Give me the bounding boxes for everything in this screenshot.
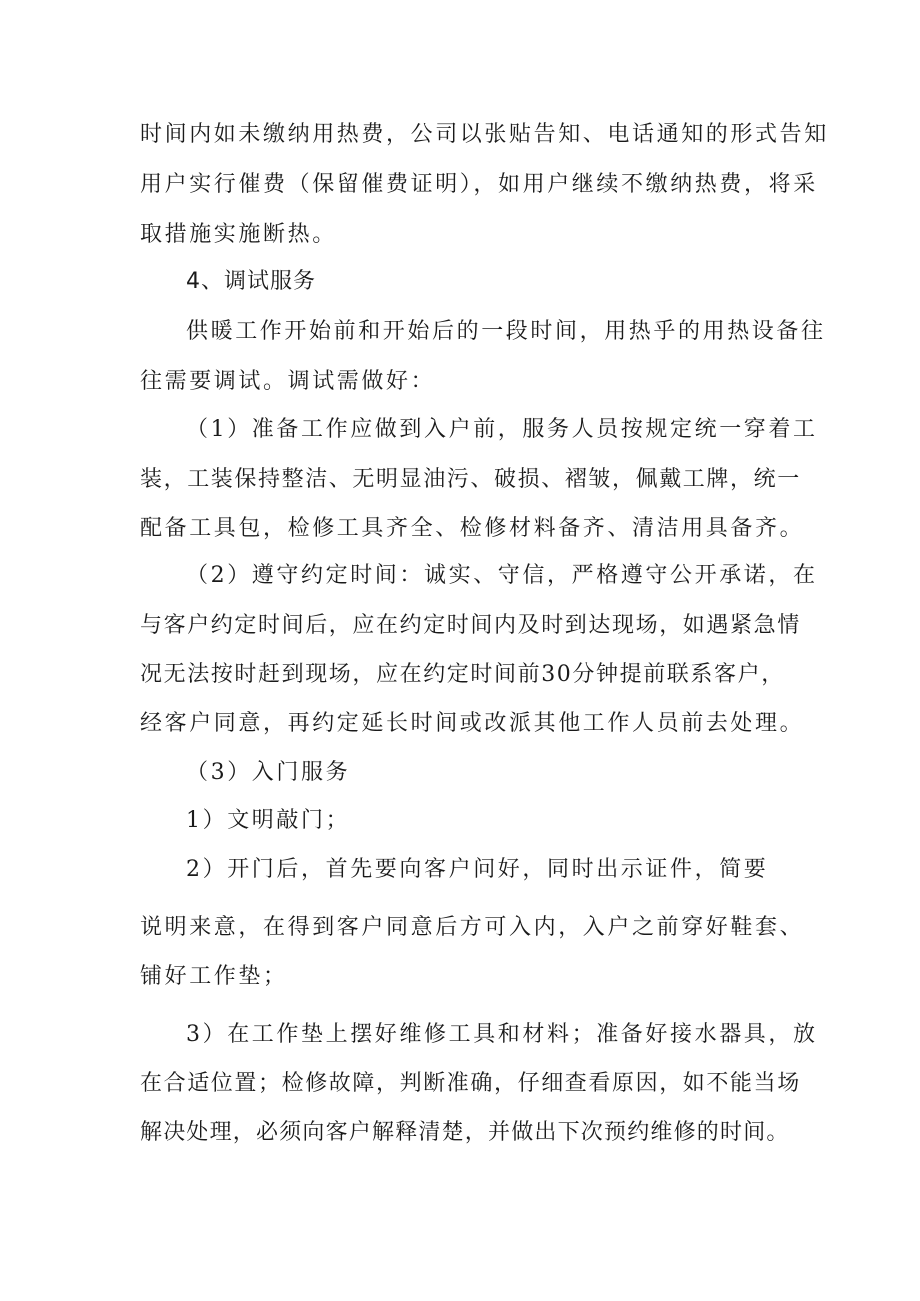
subsection-heading: （3）入门服务	[186, 760, 351, 785]
paragraph-line: （2）遵守约定时间：诚实、守信，严格遵守公开承诺，在	[186, 563, 818, 588]
paragraph-line: 与客户约定时间后，应在约定时间内及时到达现场，如遇紧急情	[140, 613, 801, 638]
paragraph-line: 时间内如未缴纳用热费，公司以张贴告知、电话通知的形式告知	[140, 122, 829, 147]
paragraph-line: 供暖工作开始前和开始后的一段时间，用热乎的用热设备往	[186, 319, 826, 344]
paragraph-line: 配备工具包，检修工具齐全、检修材料备齐、清洁用具备齐。	[140, 516, 805, 541]
paragraph-line: 取措施实施断热。	[140, 222, 337, 247]
paragraph-line: 用户实行催费（保留催费证明），如用户继续不缴纳热费，将采	[140, 172, 818, 197]
paragraph-line: 铺好工作垫；	[140, 964, 288, 989]
list-item: 2）开门后，首先要向客户问好，同时出示证件，简要	[186, 857, 769, 882]
paragraph-line: 况无法按时赶到现场，应在约定时间前30分钟提前联系客户，	[140, 662, 785, 687]
list-item: 3）在工作垫上摆好维修工具和材料；准备好接水器具，放	[186, 1022, 818, 1047]
section-heading: 4、调试服务	[186, 269, 316, 294]
paragraph-line: 装，工装保持整洁、无明显油污、破损、褶皱，佩戴工牌，统一	[140, 467, 801, 492]
paragraph-line: 解决处理，必须向客户解释清楚，并做出下次预约维修的时间。	[140, 1120, 790, 1145]
paragraph-line: 经客户同意，再约定延长时间或改派其他工作人员前去处理。	[140, 711, 805, 736]
list-item: 1）文明敲门；	[186, 808, 351, 833]
paragraph-line: 在合适位置；检修故障，判断准确，仔细查看原因，如不能当场	[140, 1071, 801, 1096]
paragraph-line: 说明来意，在得到客户同意后方可入内，入户之前穿好鞋套、	[140, 915, 805, 940]
paragraph-line: 往需要调试。调试需做好：	[140, 369, 436, 394]
paragraph-line: （1）准备工作应做到入户前，服务人员按规定统一穿着工	[186, 417, 818, 442]
